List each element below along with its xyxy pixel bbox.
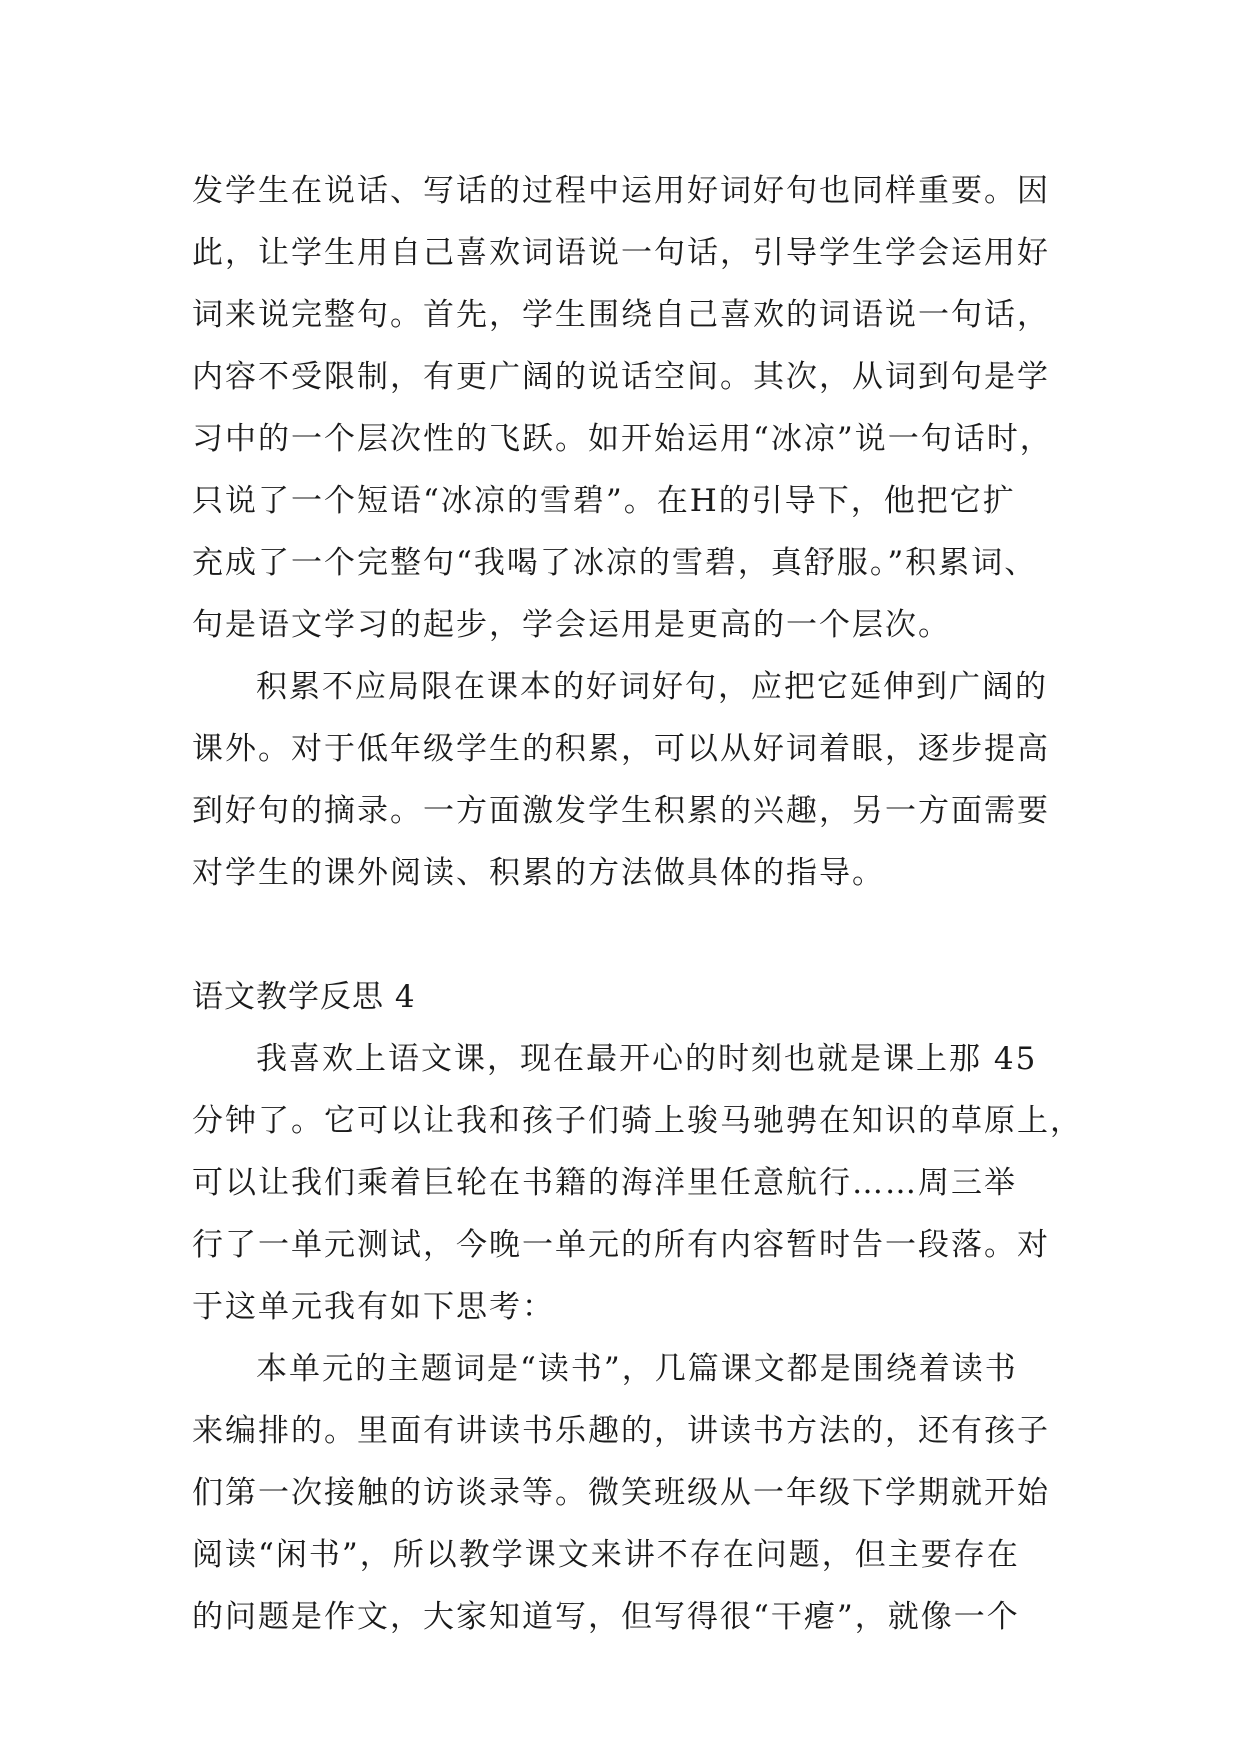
paragraph-line: 到好句的摘录。一方面激发学生积累的兴趣，另一方面需要 [192,793,1050,829]
section-spacer [192,904,1052,966]
paragraph-line: 可以让我们乘着巨轮在书籍的海洋里任意航行……周三举 [192,1165,1017,1201]
document-body [192,160,1083,1648]
paragraph-line: 课外。对于低年级学生的积累，可以从好词着眼，逐步提高 [192,731,1050,767]
paragraph-1 [192,160,1052,656]
paragraph-line: 只说了一个短语“冰凉的雪碧”。在H的引导下，他把它扩 [192,483,1016,519]
paragraph-line: 对学生的课外阅读、积累的方法做具体的指导。 [192,855,885,891]
paragraph-line: 来编排的。里面有讲读书乐趣的，讲读书方法的，还有孩子 [192,1413,1050,1449]
paragraph-3 [192,1028,1083,1338]
paragraph-line: 阅读“闲书”，所以教学课文来讲不存在问题，但主要存在 [192,1537,1020,1573]
paragraph-line: 本单元的主题词是“读书”，几篇课文都是围绕着读书 [256,1351,1018,1387]
paragraph-line: 习中的一个层次性的飞跃。如开始运用“冰凉”说一句话时， [192,421,1053,457]
paragraph-line: 充成了一个完整句“我喝了冰凉的雪碧，真舒服。”积累词、 [192,545,1038,581]
paragraph-line: 发学生在说话、写话的过程中运用好词好句也同样重要。因 [192,173,1050,209]
paragraph-line: 此，让学生用自己喜欢词语说一句话，引导学生学会运用好 [192,235,1050,271]
paragraph-line: 行了一单元测试，今晚一单元的所有内容暂时告一段落。对 [192,1227,1050,1263]
paragraph-line: 内容不受限制，有更广阔的说话空间。其次，从词到句是学 [192,359,1050,395]
paragraph-line: 积累不应局限在课本的好词好句，应把它延伸到广阔的 [256,669,1048,705]
paragraph-line: 的问题是作文，大家知道写，但写得很“干瘪”，就像一个 [192,1599,1020,1635]
paragraph-4 [192,1338,1052,1648]
paragraph-2 [192,656,1052,904]
section-heading: 语文教学反思 4 [192,979,416,1015]
paragraph-line: 们第一次接触的访谈录等。微笑班级从一年级下学期就开始 [192,1475,1050,1511]
paragraph-line: 分钟了。它可以让我和孩子们骑上骏马驰骋在知识的草原上， [192,1103,1083,1139]
paragraph-line: 于这单元我有如下思考： [192,1289,555,1325]
paragraph-line: 词来说完整句。首先，学生围绕自己喜欢的词语说一句话， [192,297,1050,333]
paragraph-line: 句是语文学习的起步，学会运用是更高的一个层次。 [192,607,951,643]
paragraph-line: 我喜欢上语文课，现在最开心的时刻也就是课上那 45 [256,1041,1038,1077]
